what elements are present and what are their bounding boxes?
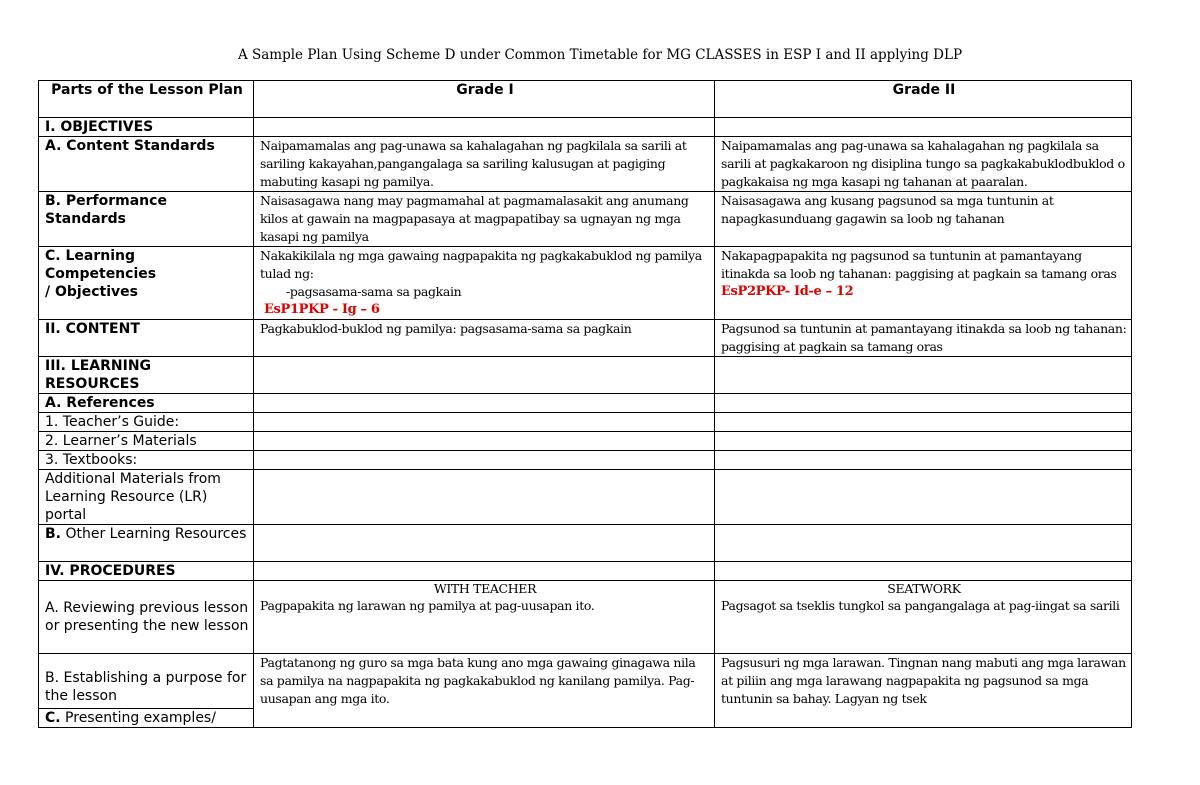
competencies-g2-text: Nakapagpapakita ng pagsunod sa tuntunin at pamantayang itinakda sa loob ng tahanan: paggising at pagkain sa tamang oras — [721, 248, 1117, 281]
cell-objectives-g2 — [715, 118, 1132, 137]
row-additional-materials — [39, 470, 1132, 525]
content-g1: Pagkabuklod-buklod ng pamilya: pagsasama-sama sa pagkain — [254, 320, 715, 357]
label-competencies-line2: / Objectives — [45, 284, 138, 300]
label-other-resources-text: Other Learning Resources — [61, 526, 247, 542]
label-reviewing — [39, 581, 254, 654]
cell-procedures-g1 — [254, 562, 715, 581]
reviewing-g1-header: WITH TEACHER — [433, 581, 537, 596]
label-additional-materials: Additional Materials from Learning Resource (LR) portal — [39, 470, 254, 525]
content-standards-g2: Naipamamalas ang pag-unawa sa kahalagahan ng pagkilala sa sarili at pagkakaroon ng disiplina tungo sa pagkakabuklodbuklod o pagkakaisa ng mga kasapi ng tahanan at paaralan. — [715, 137, 1132, 192]
row-content — [39, 320, 1132, 357]
content-g2: Pagsunod sa tuntunin at pamantayang itinakda sa loob ng tahanan: paggising at pagkain sa tamang oras — [715, 320, 1132, 357]
page-title: A Sample Plan Using Scheme D under Common Timetable for MG CLASSES in ESP I and II applying DLP — [237, 47, 963, 63]
reviewing-g2-header: SEATWORK — [887, 581, 961, 596]
header-row — [39, 81, 1132, 118]
cell-learning-resources-g2 — [715, 357, 1132, 394]
label-content-standards: A. Content Standards — [39, 137, 254, 192]
cell-learners-materials-g1 — [254, 432, 715, 451]
label-learning-resources: III. LEARNING RESOURCES — [39, 357, 254, 394]
reviewing-g2 — [715, 581, 1132, 654]
performance-standards-g1: Naisasagawa nang may pagmamahal at pagmamalasakit ang anumang kilos at gawain na magpapasaya at magpapatibay sa ugnayan ng mga kasapi ng pamilya — [254, 192, 715, 247]
label-teachers-guide: 1. Teacher’s Guide: — [39, 413, 254, 432]
establishing-g1: Pagtatanong ng guro sa mga bata kung ano mga gawaing ginagawa nila sa pamilya na nagpapakita ng pagkakabuklod ng kanilang pamilya. Pag-uusapan ang mga ito. — [254, 654, 715, 728]
cell-learners-materials-g2 — [715, 432, 1132, 451]
performance-standards-g2: Naisasagawa ang kusang pagsunod sa mga tuntunin at napagkasunduang gagawin sa loob ng tahanan — [715, 192, 1132, 247]
row-textbooks — [39, 451, 1132, 470]
row-other-resources — [39, 525, 1132, 562]
header-parts: Parts of the Lesson Plan — [39, 81, 254, 118]
row-references — [39, 394, 1132, 413]
row-competencies — [39, 247, 1132, 320]
cell-references-g2 — [715, 394, 1132, 413]
cell-additional-materials-g1 — [254, 470, 715, 525]
cell-teachers-guide-g2 — [715, 413, 1132, 432]
reviewing-g1-text: Pagpapakita ng larawan ng pamilya at pag-uusapan ito. — [260, 598, 595, 613]
label-reviewing-text: A. Reviewing previous lesson or presenting the new lesson — [45, 600, 249, 634]
competencies-g2 — [715, 247, 1132, 320]
competencies-g1-code: EsP1PKP - Ig – 6 — [264, 302, 380, 317]
reviewing-g2-text: Pagsagot sa tseklis tungkol sa pangangalaga at pag-iingat sa sarili — [721, 598, 1120, 613]
label-learners-materials: 2. Learner’s Materials — [39, 432, 254, 451]
cell-teachers-guide-g1 — [254, 413, 715, 432]
cell-textbooks-g2 — [715, 451, 1132, 470]
row-learning-resources — [39, 357, 1132, 394]
label-competencies-line1: C. Learning Competencies — [45, 248, 157, 282]
cell-procedures-g2 — [715, 562, 1132, 581]
reviewing-g1 — [254, 581, 715, 654]
header-grade-2: Grade II — [715, 81, 1132, 118]
label-other-resources — [39, 525, 254, 562]
competencies-g1-item: -pagsasama-sama sa pagkain — [286, 284, 462, 299]
cell-additional-materials-g2 — [715, 470, 1132, 525]
label-establishing-text: B. Establishing a purpose for the lesson — [45, 670, 247, 704]
cell-textbooks-g1 — [254, 451, 715, 470]
competencies-g2-code: EsP2PKP- Id-e – 12 — [721, 284, 854, 299]
row-teachers-guide — [39, 413, 1132, 432]
row-procedures — [39, 562, 1132, 581]
row-content-standards — [39, 137, 1132, 192]
label-presenting — [39, 709, 254, 728]
label-competencies — [39, 247, 254, 320]
label-presenting-text: Presenting examples/ — [60, 710, 216, 726]
row-establishing — [39, 654, 1132, 709]
cell-references-g1 — [254, 394, 715, 413]
label-presenting-letter: C. — [45, 710, 61, 726]
establishing-g2: Pagsusuri ng mga larawan. Tingnan nang mabuti ang mga larawan at piliin ang mga larawang nagpapakita ng pagsunod sa mga tuntunin sa bahay. Lagyan ng tsek — [715, 654, 1132, 728]
cell-other-resources-g1 — [254, 525, 715, 562]
label-textbooks: 3. Textbooks: — [39, 451, 254, 470]
row-reviewing — [39, 581, 1132, 654]
cell-other-resources-g2 — [715, 525, 1132, 562]
label-objectives: I. OBJECTIVES — [39, 118, 254, 137]
label-procedures: IV. PROCEDURES — [39, 562, 254, 581]
row-learners-materials — [39, 432, 1132, 451]
label-establishing — [39, 654, 254, 709]
label-performance-standards: B. Performance Standards — [39, 192, 254, 247]
label-references: A. References — [39, 394, 254, 413]
row-objectives — [39, 118, 1132, 137]
header-grade-1: Grade I — [254, 81, 715, 118]
label-other-resources-letter: B. — [45, 526, 61, 542]
row-performance-standards — [39, 192, 1132, 247]
competencies-g1 — [254, 247, 715, 320]
cell-learning-resources-g1 — [254, 357, 715, 394]
label-content: II. CONTENT — [39, 320, 254, 357]
competencies-g1-text: Nakakikilala ng mga gawaing nagpapakita ng pagkakabuklod ng pamilya tulad ng: — [260, 248, 702, 281]
cell-objectives-g1 — [254, 118, 715, 137]
lesson-plan-table — [38, 80, 1132, 728]
content-standards-g1: Naipamamalas ang pag-unawa sa kahalagahan ng pagkilala sa sarili at sariling kakayahan,pangangalaga sa sariling kalusugan at pagiging mabuting kasapi ng pamilya. — [254, 137, 715, 192]
